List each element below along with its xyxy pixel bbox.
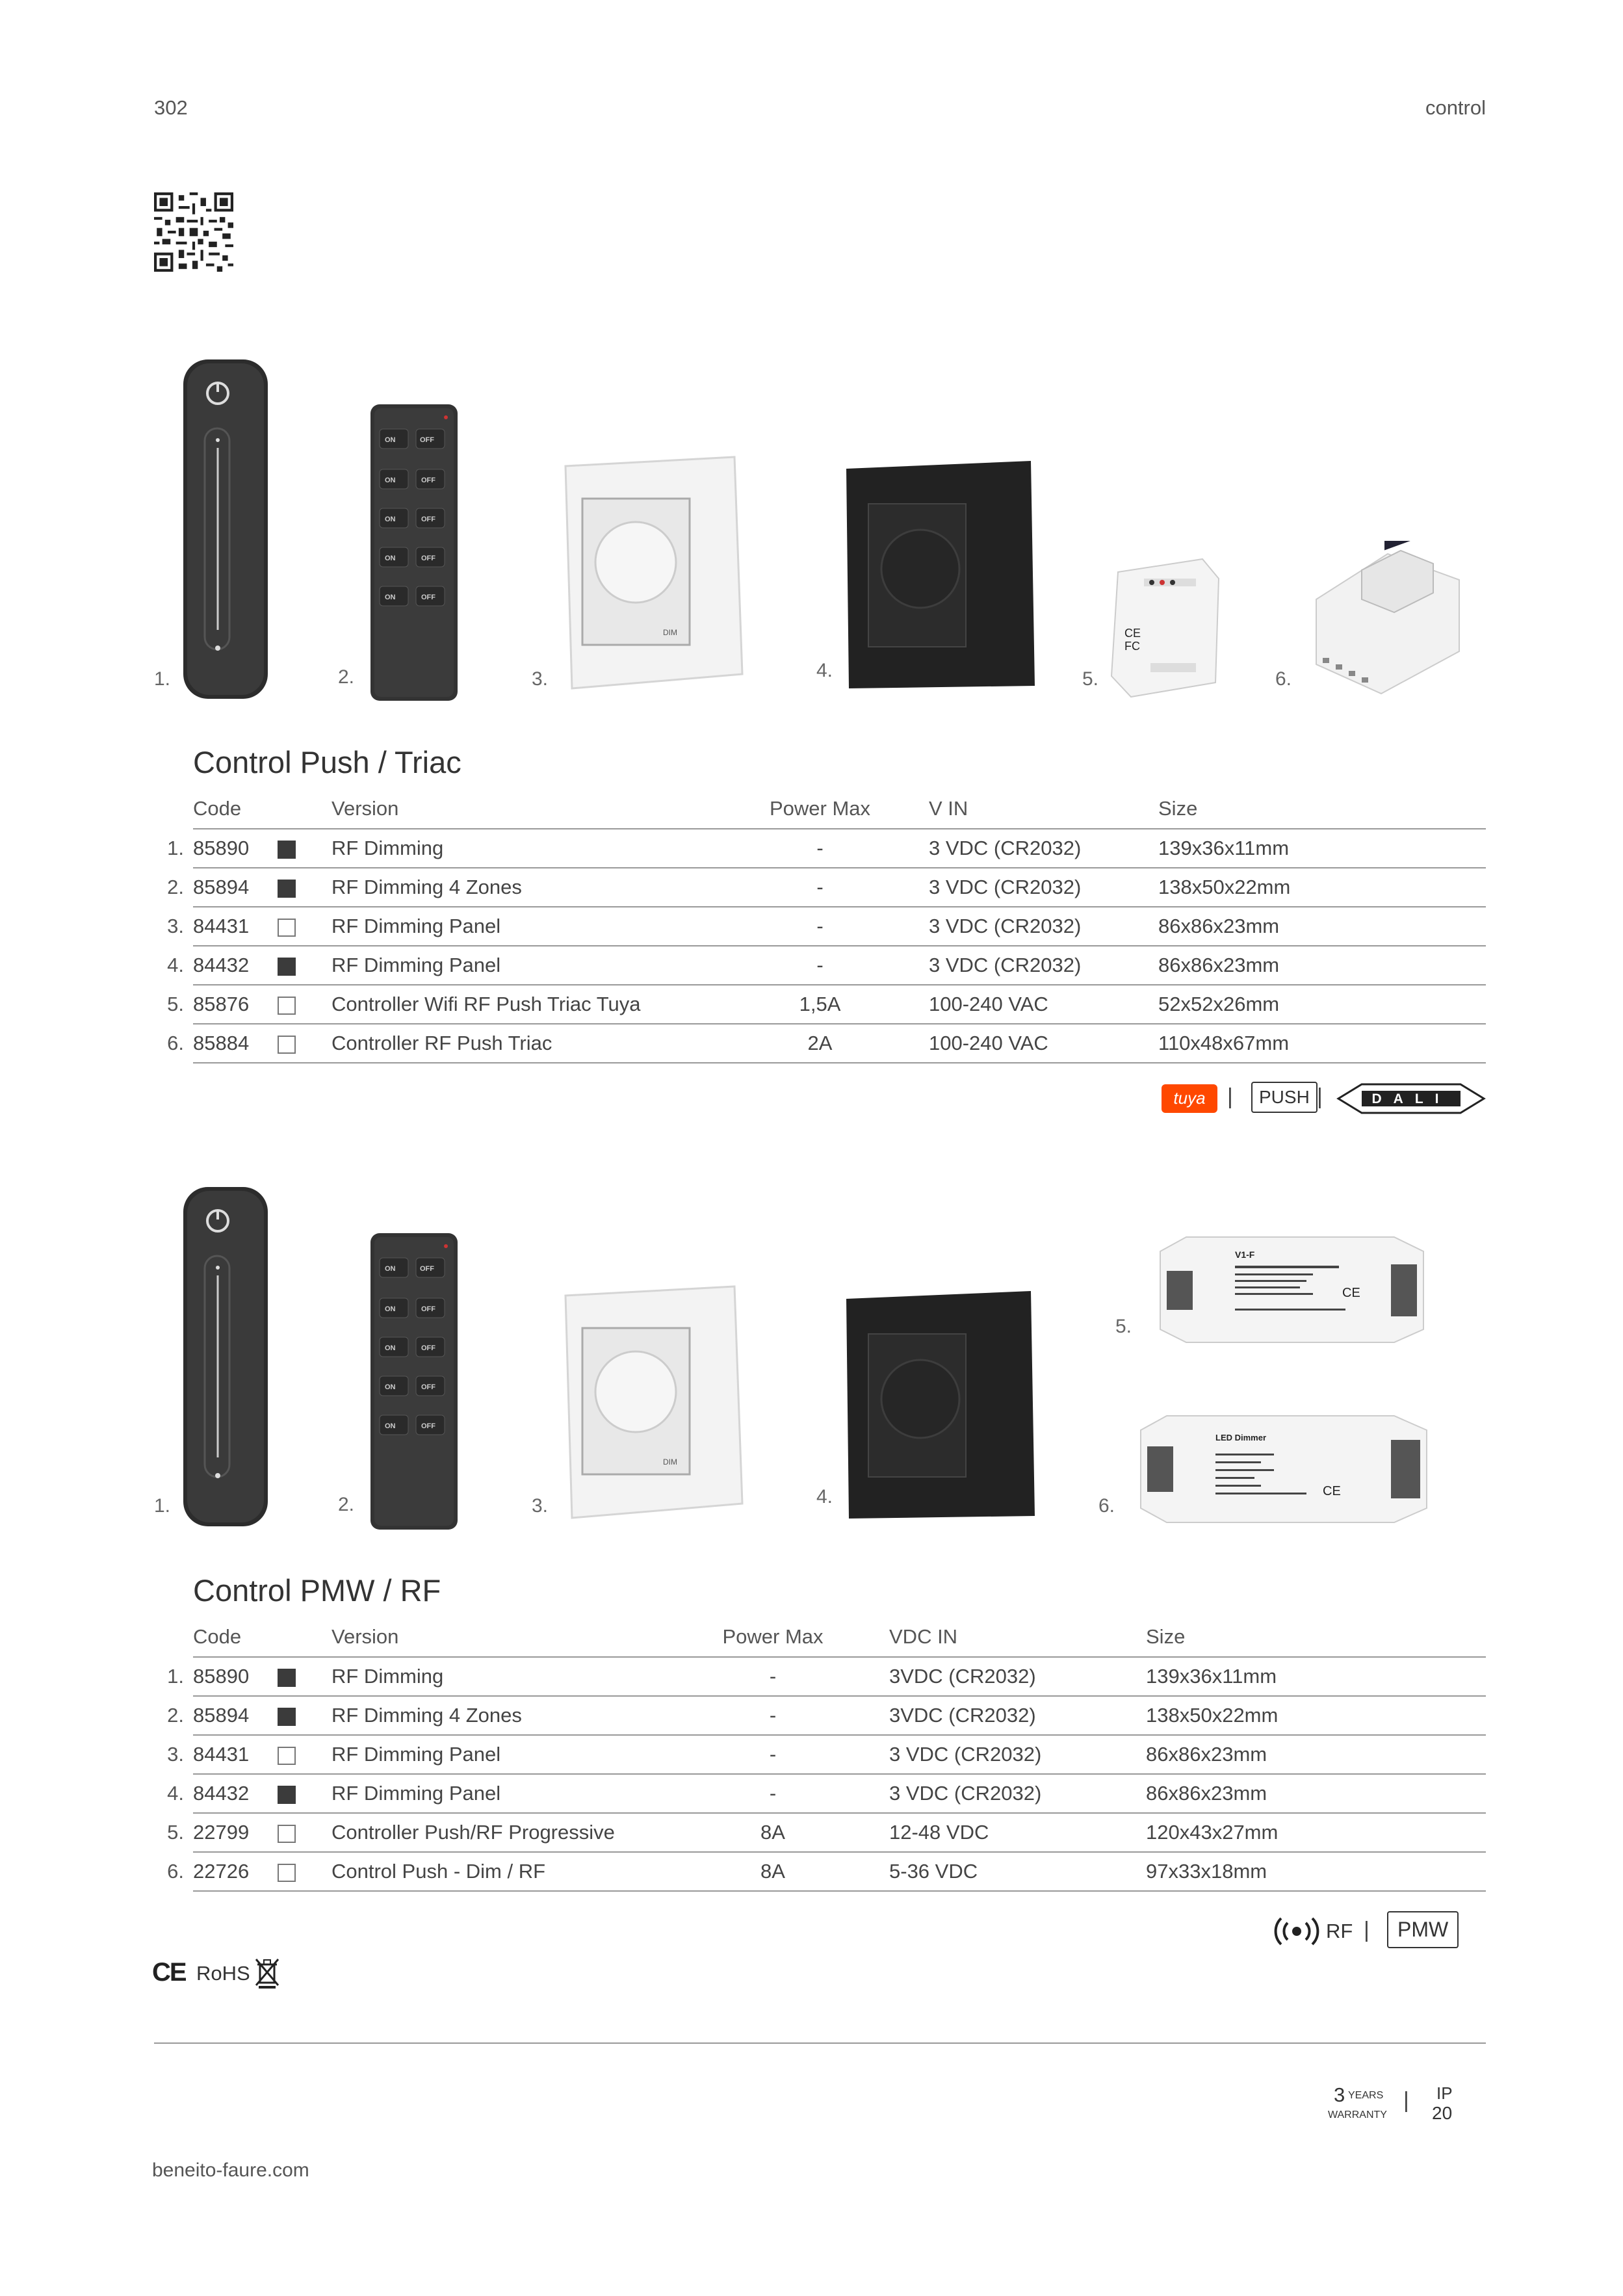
wall-dimmer-white-icon (559, 453, 747, 692)
input-voltage: 3 VDC (CR2032) (889, 1774, 1146, 1813)
color-swatch (278, 946, 331, 985)
svg-text:ON: ON (385, 1344, 396, 1352)
section-title: Control PMW / RF (193, 1573, 441, 1608)
row-index: 5. (167, 993, 184, 1015)
product-code: 85876 (193, 985, 278, 1024)
dark-finish-swatch (278, 1786, 296, 1804)
row-index: 2. (167, 876, 184, 898)
product-version: RF Dimming Panel (331, 1774, 656, 1813)
spec-table (144, 789, 1486, 1063)
product-code: 85894 (193, 1696, 278, 1735)
col-header-code: Code (193, 789, 331, 829)
ce-mark: CE (152, 1958, 186, 1987)
rf-label: RF (1326, 1920, 1353, 1942)
row-index: 6. (167, 1032, 184, 1054)
table-row (144, 868, 1486, 907)
product-size: 120x43x27mm (1146, 1813, 1486, 1852)
product-version: Controller RF Push Triac (331, 1024, 711, 1063)
warranty-separator: | (1403, 2088, 1409, 2113)
badge-separator: | (1317, 1084, 1323, 1109)
input-voltage: 3 VDC (CR2032) (929, 868, 1158, 907)
row-index: 3. (167, 915, 184, 937)
product-code: 22799 (193, 1813, 278, 1852)
product-code: 84432 (193, 946, 278, 985)
table-header-row (144, 1617, 1486, 1657)
svg-text:DIM: DIM (663, 628, 677, 637)
svg-text:OFF: OFF (421, 554, 435, 562)
product-code: 85884 (193, 1024, 278, 1063)
product-code: 84431 (193, 907, 278, 946)
svg-text:V1-F: V1-F (1235, 1249, 1255, 1260)
section-name: control (1425, 96, 1486, 119)
svg-text:ON: ON (385, 594, 396, 601)
image-number-1: 1. (154, 668, 171, 690)
table-row (144, 946, 1486, 985)
product-code: 85890 (193, 829, 278, 868)
product-version: Controller Wifi RF Push Triac Tuya (331, 985, 711, 1024)
badge-separator: | (1364, 1918, 1370, 1942)
remote-slim-icon (181, 357, 272, 701)
spec-table (144, 1617, 1486, 1892)
svg-text:OFF: OFF (421, 594, 435, 601)
dark-finish-swatch (278, 1708, 296, 1726)
input-voltage: 100-240 VAC (929, 985, 1158, 1024)
svg-text:OFF: OFF (421, 476, 435, 484)
product-size: 86x86x23mm (1146, 1774, 1486, 1813)
col-header-code: Code (193, 1617, 331, 1657)
row-index: 6. (167, 1860, 184, 1883)
power-max: - (656, 1657, 889, 1696)
color-swatch (278, 1774, 331, 1813)
color-swatch (278, 1696, 331, 1735)
col-header-size: Size (1158, 789, 1486, 829)
product-size: 110x48x67mm (1158, 1024, 1486, 1063)
product-size: 86x86x23mm (1158, 907, 1486, 946)
product-size: 86x86x23mm (1158, 946, 1486, 985)
image-number-4: 4. (816, 1486, 833, 1507)
dark-finish-swatch (278, 958, 296, 976)
dali-logo-text: DALI (1371, 1091, 1451, 1106)
product-version: RF Dimming (331, 1657, 656, 1696)
color-swatch (278, 829, 331, 868)
image-number-5: 5. (1082, 668, 1099, 690)
input-voltage: 3 VDC (CR2032) (929, 946, 1158, 985)
wall-dimmer-black-icon (842, 1288, 1037, 1522)
white-finish-swatch (278, 919, 296, 937)
svg-text:ON: ON (385, 436, 396, 444)
product-version: Controller Push/RF Progressive (331, 1813, 656, 1852)
svg-text:OFF: OFF (421, 1305, 435, 1313)
row-index: 4. (167, 1782, 184, 1805)
svg-text:LED Dimmer: LED Dimmer (1215, 1433, 1267, 1442)
svg-text:OFF: OFF (421, 1383, 435, 1391)
remote-4zone-icon (369, 403, 460, 702)
table-row (144, 1696, 1486, 1735)
white-finish-swatch (278, 997, 296, 1015)
table-row (144, 1657, 1486, 1696)
white-finish-swatch (278, 1864, 296, 1882)
product-code: 84432 (193, 1774, 278, 1813)
color-swatch (278, 1657, 331, 1696)
product-size: 138x50x22mm (1158, 868, 1486, 907)
power-max: 8A (656, 1852, 889, 1891)
row-index: 1. (167, 1665, 184, 1688)
product-version: RF Dimming 4 Zones (331, 1696, 656, 1735)
image-number-4: 4. (816, 660, 833, 681)
col-header-vin: VDC IN (889, 1617, 1146, 1657)
product-code: 84431 (193, 1735, 278, 1774)
image-number-2: 2. (338, 1494, 355, 1515)
power-max: 8A (656, 1813, 889, 1852)
push-badge: PUSH (1251, 1082, 1318, 1113)
svg-text:ON: ON (385, 515, 396, 523)
product-code: 85894 (193, 868, 278, 907)
image-number-3: 3. (532, 668, 549, 690)
input-voltage: 3VDC (CR2032) (889, 1657, 1146, 1696)
row-index: 2. (167, 1704, 184, 1727)
table-row (144, 1024, 1486, 1063)
svg-text:OFF: OFF (421, 1422, 435, 1430)
svg-text:DIM: DIM (663, 1457, 677, 1467)
input-voltage: 3 VDC (CR2032) (889, 1735, 1146, 1774)
svg-text:ON: ON (385, 476, 396, 484)
website-link[interactable]: beneito-faure.com (152, 2159, 309, 2181)
color-swatch (278, 1813, 331, 1852)
product-version: RF Dimming 4 Zones (331, 868, 711, 907)
dark-finish-swatch (278, 880, 296, 898)
product-size: 86x86x23mm (1146, 1735, 1486, 1774)
product-size: 139x36x11mm (1158, 829, 1486, 868)
tuya-logo-text: tuya (1173, 1088, 1206, 1108)
svg-text:ON: ON (385, 1422, 396, 1430)
wall-dimmer-white-icon (559, 1283, 747, 1522)
table-row (144, 1852, 1486, 1891)
led-dimmer-box-icon (1128, 1411, 1440, 1528)
ip-label: IP (1436, 2083, 1453, 2103)
svg-text:ON: ON (385, 1383, 396, 1391)
svg-text:OFF: OFF (420, 436, 434, 444)
product-size: 97x33x18mm (1146, 1852, 1486, 1891)
svg-text:ON: ON (385, 1265, 396, 1273)
power-max: - (656, 1696, 889, 1735)
product-version: RF Dimming (331, 829, 711, 868)
table-row (144, 1735, 1486, 1774)
image-number-3: 3. (532, 1495, 549, 1517)
col-header-power: Power Max (711, 789, 929, 829)
color-swatch (278, 1024, 331, 1063)
led-dimmer-box-icon (1147, 1232, 1436, 1346)
input-voltage: 3VDC (CR2032) (889, 1696, 1146, 1735)
power-max: 1,5A (711, 985, 929, 1024)
table-row (144, 907, 1486, 946)
page-number: 302 (154, 96, 188, 119)
wall-dimmer-black-icon (842, 458, 1037, 692)
svg-text:OFF: OFF (421, 515, 435, 523)
color-swatch (278, 1735, 331, 1774)
warranty-years-number: 3 (1334, 2083, 1345, 2106)
image-number-1: 1. (154, 1495, 171, 1517)
color-swatch (278, 907, 331, 946)
color-swatch (278, 1852, 331, 1891)
power-max: - (711, 946, 929, 985)
warranty-years-label: YEARS (1348, 2090, 1384, 2101)
rohs-label: RoHS (196, 1962, 250, 1985)
svg-text:CE: CE (1342, 1286, 1360, 1300)
product-code: 85890 (193, 1657, 278, 1696)
white-finish-swatch (278, 1036, 296, 1054)
power-max: - (711, 868, 929, 907)
product-size: 52x52x26mm (1158, 985, 1486, 1024)
svg-text:FC: FC (1124, 640, 1140, 653)
row-index: 4. (167, 954, 184, 976)
image-number-2: 2. (338, 666, 355, 688)
product-version: RF Dimming Panel (331, 946, 711, 985)
svg-text:CE: CE (1323, 1484, 1341, 1498)
input-voltage: 3 VDC (CR2032) (929, 907, 1158, 946)
col-header-version: Version (331, 789, 711, 829)
product-code: 22726 (193, 1852, 278, 1891)
row-index: 1. (167, 837, 184, 859)
svg-text:ON: ON (385, 554, 396, 562)
row-index: 3. (167, 1743, 184, 1766)
table-row (144, 829, 1486, 868)
table-row (144, 985, 1486, 1024)
row-index: 5. (167, 1821, 184, 1844)
warranty-label: WARRANTY (1328, 2109, 1387, 2120)
controller-module-icon (1105, 553, 1222, 699)
product-version: RF Dimming Panel (331, 1735, 656, 1774)
product-version: Control Push - Dim / RF (331, 1852, 656, 1891)
power-max: - (656, 1735, 889, 1774)
dark-finish-swatch (278, 1669, 296, 1687)
dark-finish-swatch (278, 841, 296, 859)
power-max: - (711, 907, 929, 946)
image-number-6: 6. (1098, 1495, 1115, 1517)
color-swatch (278, 868, 331, 907)
power-max: 2A (711, 1024, 929, 1063)
product-size: 138x50x22mm (1146, 1696, 1486, 1735)
product-size: 139x36x11mm (1146, 1657, 1486, 1696)
dali-logo-icon (1336, 1082, 1487, 1115)
badge-separator: | (1227, 1084, 1233, 1109)
col-header-size: Size (1146, 1617, 1486, 1657)
product-version: RF Dimming Panel (331, 907, 711, 946)
tuya-logo-icon (1162, 1084, 1217, 1113)
ip-value: 20 (1432, 2103, 1453, 2123)
image-number-6: 6. (1275, 668, 1292, 690)
col-header-power: Power Max (656, 1617, 889, 1657)
white-finish-swatch (278, 1747, 296, 1765)
qr-code-icon (154, 192, 233, 272)
power-max: - (656, 1774, 889, 1813)
table-header-row (144, 789, 1486, 829)
input-voltage: 3 VDC (CR2032) (929, 829, 1158, 868)
svg-text:OFF: OFF (421, 1344, 435, 1352)
rf-wave-icon (1271, 1916, 1323, 1946)
col-header-vin: V IN (929, 789, 1158, 829)
white-finish-swatch (278, 1825, 296, 1843)
din-rail-controller-icon (1303, 541, 1472, 698)
svg-text:CE: CE (1124, 627, 1141, 640)
table-row (144, 1813, 1486, 1852)
section-title: Control Push / Triac (193, 745, 461, 779)
pmw-badge: PMW (1387, 1911, 1459, 1948)
footer-divider (154, 2042, 1486, 2044)
color-swatch (278, 985, 331, 1024)
col-header-version: Version (331, 1617, 656, 1657)
input-voltage: 100-240 VAC (929, 1024, 1158, 1063)
table-row (144, 1774, 1486, 1813)
image-number-5: 5. (1115, 1316, 1132, 1337)
svg-text:ON: ON (385, 1305, 396, 1313)
svg-text:OFF: OFF (420, 1265, 434, 1273)
remote-4zone-icon (369, 1232, 460, 1531)
power-max: - (711, 829, 929, 868)
remote-slim-icon (181, 1184, 272, 1529)
input-voltage: 5-36 VDC (889, 1852, 1146, 1891)
weee-bin-icon (253, 1957, 281, 1989)
input-voltage: 12-48 VDC (889, 1813, 1146, 1852)
